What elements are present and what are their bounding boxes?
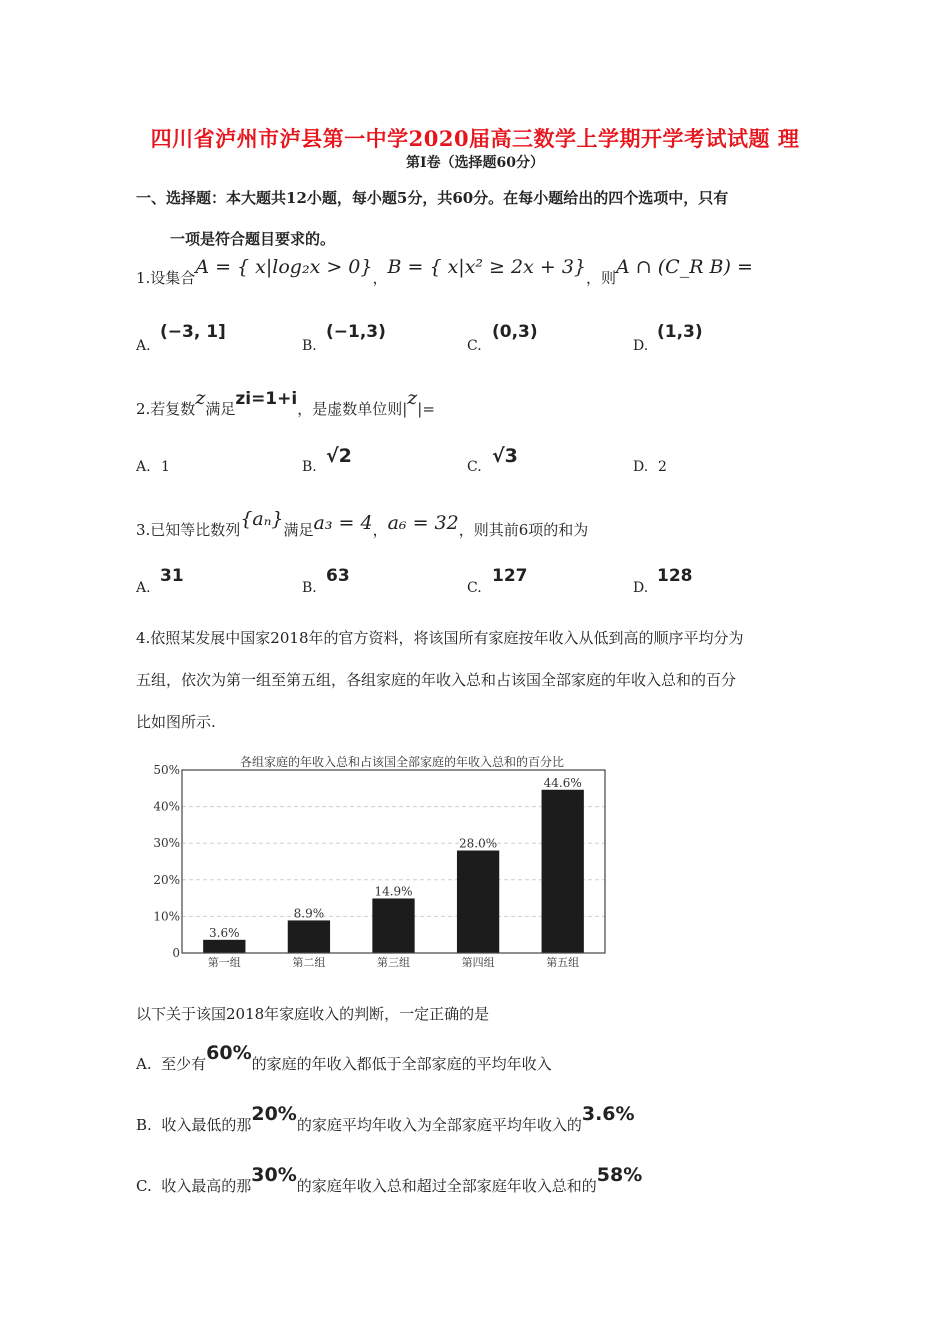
q4-option-b-pre: 收入最低的那	[161, 1116, 252, 1134]
q4-text-line1: 4.依照某发展中国家2018年的官方资料，将该国所有家庭按年收入从低到高的顺序平均分为	[136, 629, 744, 647]
data-label: 3.6%	[209, 925, 240, 940]
section-subtitle: 第Ⅰ卷（选择题60分）	[405, 155, 545, 171]
section-instructions-line2: 一项是符合题目要求的。	[170, 230, 336, 248]
x-tick-label: 第一组	[207, 956, 241, 969]
q3-a6: a₆ = 32	[387, 512, 459, 534]
chart-x-axis	[208, 956, 579, 969]
x-tick-label: 第二组	[292, 956, 326, 969]
x-tick-label: 第五组	[546, 956, 580, 969]
q1-option-a-label: A.	[136, 338, 151, 354]
q1-option-a-value: (−3, 1]	[160, 322, 226, 342]
q3-mid: 满足	[283, 521, 314, 539]
q3-end: ，则其前6项的和为	[458, 521, 589, 539]
q2-prefix: 2.若复数	[136, 400, 196, 418]
data-label: 28.0%	[459, 836, 498, 851]
y-tick-label: 30%	[153, 836, 180, 851]
q4-option-a	[136, 1042, 552, 1074]
q4-option-c-percent: 30%	[251, 1164, 297, 1186]
q4-option-a-pre: 至少有	[161, 1055, 207, 1073]
section-instructions-line1: 一、选择题：本大题共12小题，每小题5分，共60分。在每小题给出的四个选项中，只有	[136, 189, 729, 207]
question-1	[136, 256, 753, 288]
q1-option-b-label: B.	[302, 338, 317, 354]
q4-option-c-label: C.	[136, 1177, 152, 1195]
q3-prefix: 3.已知等比数列	[136, 521, 241, 539]
question-2	[136, 387, 435, 419]
q4-option-b-post: 的家庭平均年收入为全部家庭平均年收入的	[296, 1116, 582, 1134]
bar	[288, 920, 330, 953]
x-tick-label: 第四组	[461, 956, 495, 969]
q2-equation: zi=1+i	[235, 389, 298, 409]
q1-option-c-value: (0,3)	[492, 322, 538, 342]
data-label: 14.9%	[374, 884, 413, 899]
q3-option-b-label: B.	[302, 580, 317, 596]
q2-mid2: ，是虚数单位则|	[297, 400, 408, 418]
q2-option-a-label: A.	[136, 459, 151, 475]
q3-options	[136, 566, 836, 602]
q2-option-d-label: D.	[633, 459, 649, 475]
y-tick-label: 10%	[153, 909, 180, 924]
chart-title: 各组家庭的年收入总和占该国全部家庭的年收入总和的百分比	[239, 755, 565, 769]
q1-options	[136, 322, 836, 362]
y-tick-label: 40%	[153, 799, 180, 814]
q1-expression: A ∩ (C_R B) =	[616, 256, 753, 278]
y-tick-label: 0	[172, 946, 180, 960]
bar	[372, 898, 414, 953]
data-label: 44.6%	[543, 775, 582, 790]
q1-option-d-value: (1,3)	[657, 322, 703, 342]
q2-option-a-value: 1	[161, 459, 170, 475]
chart-y-axis	[153, 763, 180, 960]
q3-option-c-label: C.	[467, 580, 482, 596]
q4-option-c-percent2: 58%	[596, 1164, 643, 1186]
q2-option-b-value: √2	[326, 445, 352, 467]
data-label: 8.9%	[293, 906, 325, 921]
q4-text-line2: 五组，依次为第一组至第五组，各组家庭的年收入总和占该国全部家庭的年收入总和的百分	[136, 671, 737, 689]
q4-option-c-pre: 收入最高的那	[161, 1177, 252, 1195]
q4-option-a-percent: 60%	[206, 1042, 252, 1064]
question-3	[136, 508, 589, 540]
q1-prefix: 1.设集合	[136, 269, 196, 287]
q3-option-d-label: D.	[633, 580, 649, 596]
q3-sequence: {aₙ}	[240, 508, 284, 530]
q4-question: 以下关于该国2018年家庭收入的判断，一定正确的是	[136, 1005, 490, 1023]
q4-option-b	[136, 1103, 635, 1135]
q2-options	[136, 445, 836, 481]
q2-option-c-value: √3	[492, 445, 518, 467]
q4-option-c	[136, 1164, 643, 1196]
q4-option-a-label: A.	[136, 1055, 152, 1073]
q4-option-c-post: 的家庭年收入总和超过全部家庭年收入总和的	[296, 1177, 597, 1195]
q1-set-b: B = { x|x² ≥ 2x + 3}	[387, 256, 587, 278]
q3-option-c-value: 127	[492, 566, 528, 586]
q2-z-abs: z	[407, 387, 418, 409]
q2-option-d-value: 2	[658, 459, 667, 475]
q1-option-d-label: D.	[633, 338, 649, 354]
q2-z: z	[195, 387, 206, 409]
q1-set-a: A = { x|log₂x > 0}	[195, 256, 373, 278]
bar	[203, 940, 245, 953]
q2-mid1: 满足	[205, 400, 236, 418]
bar	[542, 790, 584, 953]
q4-option-b-percent: 20%	[251, 1103, 297, 1125]
q3-a3: a₃ = 4	[313, 512, 373, 534]
q2-end: |=	[417, 400, 435, 418]
q4-option-a-post: 的家庭的年收入都低于全部家庭的平均年收入	[251, 1055, 552, 1073]
q1-comma: ，	[372, 269, 388, 287]
q2-option-b-label: B.	[302, 459, 317, 475]
q4-option-b-percent2: 3.6%	[581, 1103, 635, 1125]
q3-option-b-value: 63	[326, 566, 350, 586]
q1-mid: ，则	[586, 269, 617, 287]
q4-option-b-label: B.	[136, 1116, 152, 1134]
q1-option-b-value: (−1,3)	[326, 322, 386, 342]
q3-option-d-value: 128	[657, 566, 693, 586]
q4-text-line3: 比如图所示.	[136, 713, 216, 731]
chart-bars	[203, 776, 584, 953]
q3-option-a-value: 31	[160, 566, 184, 586]
q3-comma: ，	[372, 521, 388, 539]
q2-option-c-label: C.	[467, 459, 482, 475]
y-tick-label: 50%	[153, 763, 180, 777]
x-tick-label: 第三组	[377, 956, 410, 969]
y-tick-label: 20%	[153, 872, 180, 887]
bar	[457, 851, 499, 953]
income-bar-chart	[140, 750, 620, 972]
q3-option-a-label: A.	[136, 580, 151, 596]
q1-option-c-label: C.	[467, 338, 482, 354]
page-title: 四川省泸州市泸县第一中学2020届高三数学上学期开学考试试题 理	[150, 126, 800, 151]
